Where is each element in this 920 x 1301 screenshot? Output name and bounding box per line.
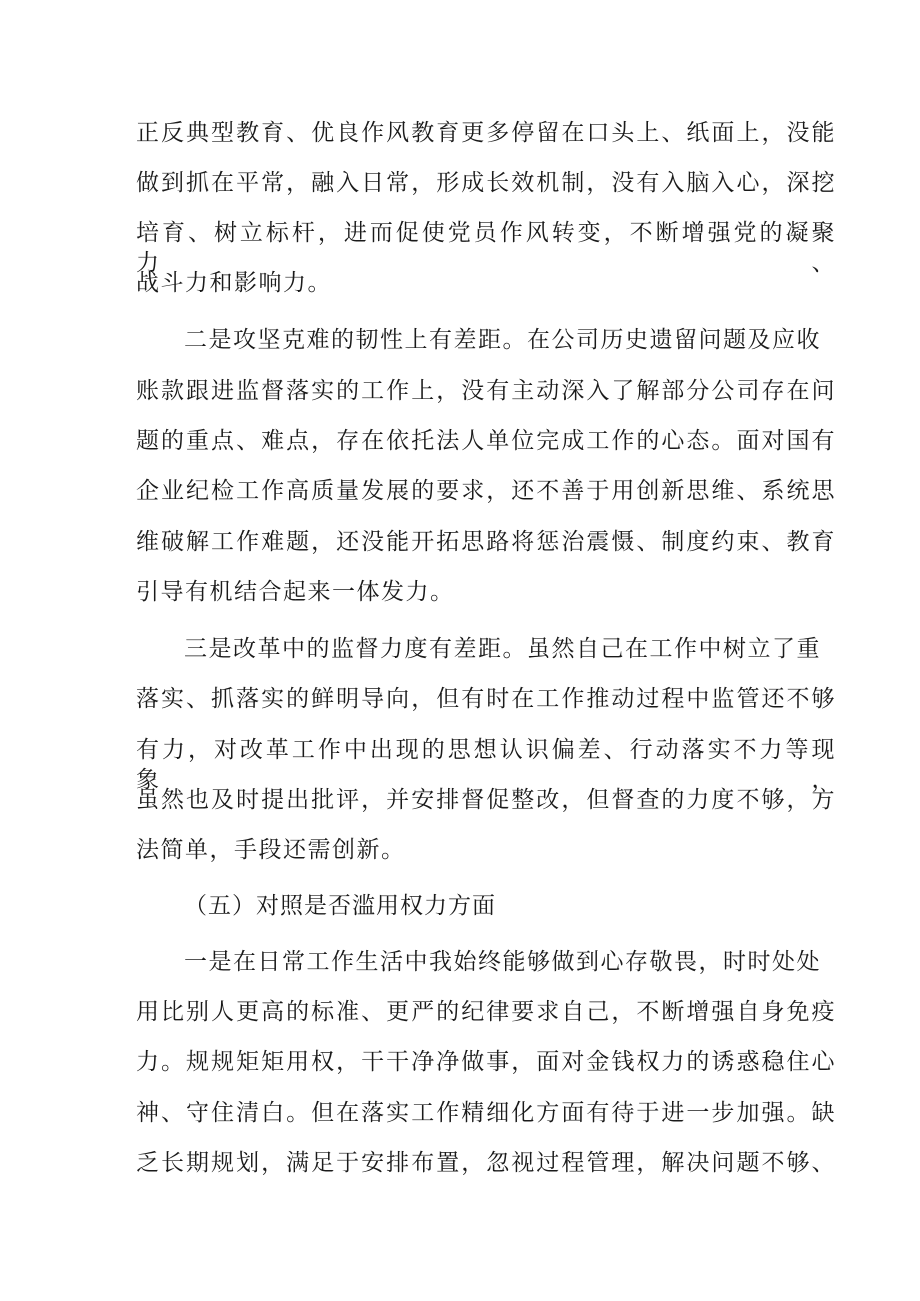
text-line: 有力，对改革工作中出现的思想认识偏差、行动落实不力等现象， (136, 737, 836, 793)
text-line: 引导有机结合起来一体发力。 (136, 579, 455, 605)
text-line: 神、守住清白。但在落实工作精细化方面有待于进一步加强。缺 (136, 1100, 836, 1126)
paragraph-first-line: 一是在日常工作生活中我始终能够做到心存敬畏，时时处处 (184, 949, 821, 975)
text-line: 战斗力和影响力。 (136, 270, 332, 296)
text-line: 虽然也及时提出批评，并安排督促整改，但督查的力度不够，方 (136, 787, 836, 813)
section-heading: （五）对照是否滥用权力方面 (184, 893, 496, 919)
text-line: 培育、树立标杆，进而促使党员作风转变，不断增强党的凝聚力、 (136, 220, 836, 276)
text-line: 用比别人更高的标准、更严的纪律要求自己，不断增强自身免疫 (136, 999, 836, 1025)
text-line: 乏长期规划，满足于安排布置，忽视过程管理，解决问题不够、 (136, 1150, 836, 1176)
text-line: 题的重点、难点，存在依托法人单位完成工作的心态。面对国有 (136, 428, 836, 454)
text-line: 力。规规矩矩用权，干干净净做事，面对金钱权力的诱惑稳住心 (136, 1049, 836, 1075)
text-line: 账款跟进监督落实的工作上，没有主动深入了解部分公司存在问 (136, 378, 836, 404)
text-line: 做到抓在平常，融入日常，形成长效机制，没有入脑入心，深挖 (136, 170, 836, 196)
paragraph-first-line: 二是攻坚克难的韧性上有差距。在公司历史遗留问题及应收 (184, 327, 821, 353)
text-line: 企业纪检工作高质量发展的要求，还不善于用创新思维、系统思 (136, 478, 836, 504)
text-line: 维破解工作难题，还没能开拓思路将惩治震慑、制度约束、教育 (136, 529, 836, 555)
text-line: 落实、抓落实的鲜明导向，但有时在工作推动过程中监管还不够 (136, 686, 836, 712)
text-line: 正反典型教育、优良作风教育更多停留在口头上、纸面上，没能 (136, 120, 836, 146)
text-line: 法简单，手段还需创新。 (136, 837, 406, 863)
paragraph-first-line: 三是改革中的监督力度有差距。虽然自己在工作中树立了重 (184, 636, 821, 662)
